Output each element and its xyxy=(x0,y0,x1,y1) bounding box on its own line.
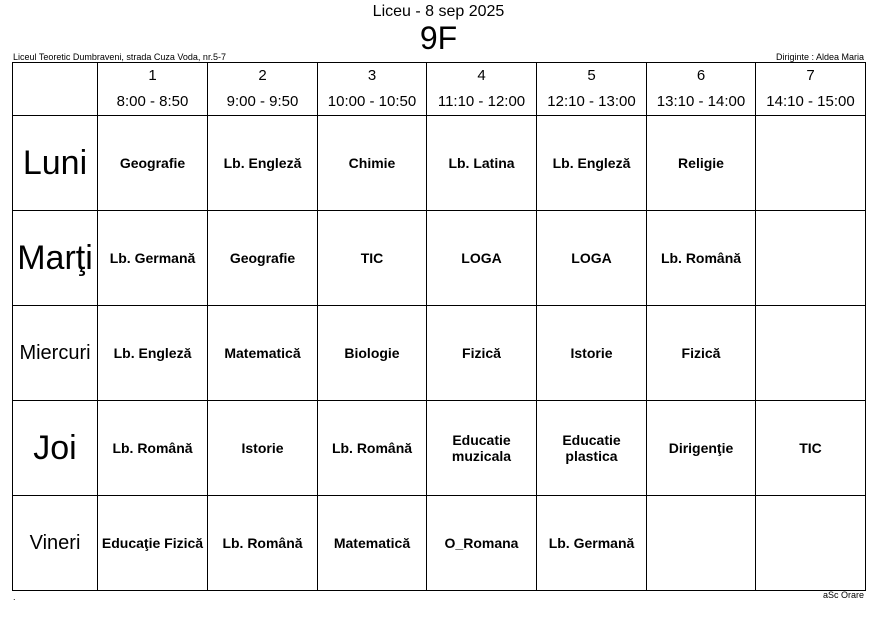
lesson-cell: Dirigenţie xyxy=(647,401,756,496)
day-label: Vineri xyxy=(13,496,98,591)
day-row-joi xyxy=(13,401,866,496)
lesson-cell: Matematică xyxy=(318,496,427,591)
day-label: Miercuri xyxy=(13,306,98,401)
day-row-marti xyxy=(13,211,866,306)
lesson-cell: Educatie muzicala xyxy=(427,401,537,496)
lesson-cell: Lb. Română xyxy=(208,496,318,591)
lesson-cell: Religie xyxy=(647,116,756,211)
period-number: 6 xyxy=(696,67,706,84)
timetable-title: Liceu - 8 sep 2025 xyxy=(372,3,505,20)
period-number: 5 xyxy=(587,67,596,84)
class-name: 9F xyxy=(419,20,458,56)
lesson-cell: TIC xyxy=(756,401,866,496)
period-time: 8:00 - 8:50 xyxy=(116,93,189,110)
period-header xyxy=(537,63,647,116)
lesson-cell: Istorie xyxy=(537,306,647,401)
period-header-row xyxy=(13,63,866,116)
lesson-cell: Istorie xyxy=(208,401,318,496)
period-time: 10:00 - 10:50 xyxy=(327,93,417,110)
lesson-cell: Fizică xyxy=(647,306,756,401)
period-time: 11:10 - 12:00 xyxy=(437,93,526,110)
period-header xyxy=(98,63,208,116)
school-info: Liceul Teoretic Dumbraveni, strada Cuza Voda, nr.5-7 xyxy=(13,52,226,62)
lesson-cell: Fizică xyxy=(427,306,537,401)
day-label: Marţi xyxy=(13,211,98,306)
lesson-cell: LOGA xyxy=(427,211,537,306)
lesson-cell: Educatie plastica xyxy=(537,401,647,496)
period-number: 3 xyxy=(367,67,377,84)
day-label: Joi xyxy=(13,401,98,496)
period-number: 2 xyxy=(258,67,267,84)
period-header xyxy=(318,63,427,116)
period-header xyxy=(647,63,756,116)
day-label: Luni xyxy=(13,116,98,211)
lesson-cell xyxy=(647,496,756,591)
lesson-cell xyxy=(756,116,866,211)
lesson-cell: Geografie xyxy=(208,211,318,306)
lesson-cell: Lb. Germană xyxy=(98,211,208,306)
lesson-cell: Educaţie Fizică xyxy=(98,496,208,591)
period-time: 9:00 - 9:50 xyxy=(226,93,299,110)
period-header xyxy=(756,63,866,116)
corner-cell xyxy=(13,63,98,116)
lesson-cell: LOGA xyxy=(537,211,647,306)
lesson-cell: Chimie xyxy=(318,116,427,211)
lesson-cell: Lb. Română xyxy=(647,211,756,306)
lesson-cell: Lb. Engleză xyxy=(98,306,208,401)
lesson-cell xyxy=(756,496,866,591)
day-row-vineri xyxy=(13,496,866,591)
lesson-cell: O_Romana xyxy=(427,496,537,591)
footer-mark: . xyxy=(13,592,16,602)
lesson-cell: TIC xyxy=(318,211,427,306)
lesson-cell: Geografie xyxy=(98,116,208,211)
period-header xyxy=(208,63,318,116)
period-time: 13:10 - 14:00 xyxy=(656,93,746,110)
period-number: 7 xyxy=(806,67,815,84)
period-time: 14:10 - 15:00 xyxy=(766,93,855,110)
lesson-cell: Lb. Engleză xyxy=(537,116,647,211)
lesson-cell: Lb. Latina xyxy=(427,116,537,211)
timetable-grid xyxy=(12,62,866,591)
footer-credit: aSc Orare xyxy=(822,590,864,600)
day-row-luni xyxy=(13,116,866,211)
period-header xyxy=(427,63,537,116)
lesson-cell: Matematică xyxy=(208,306,318,401)
lesson-cell: Biologie xyxy=(318,306,427,401)
lesson-cell: Lb. Română xyxy=(318,401,427,496)
lesson-cell: Lb. Germană xyxy=(537,496,647,591)
lesson-cell xyxy=(756,211,866,306)
day-row-miercuri xyxy=(13,306,866,401)
period-number: 1 xyxy=(148,67,157,84)
period-time: 12:10 - 13:00 xyxy=(547,93,636,110)
lesson-cell: Lb. Română xyxy=(98,401,208,496)
lesson-cell: Lb. Engleză xyxy=(208,116,318,211)
homeroom-teacher: Diriginte : Aldea Maria xyxy=(775,52,864,62)
period-number: 4 xyxy=(477,67,486,84)
lesson-cell xyxy=(756,306,866,401)
